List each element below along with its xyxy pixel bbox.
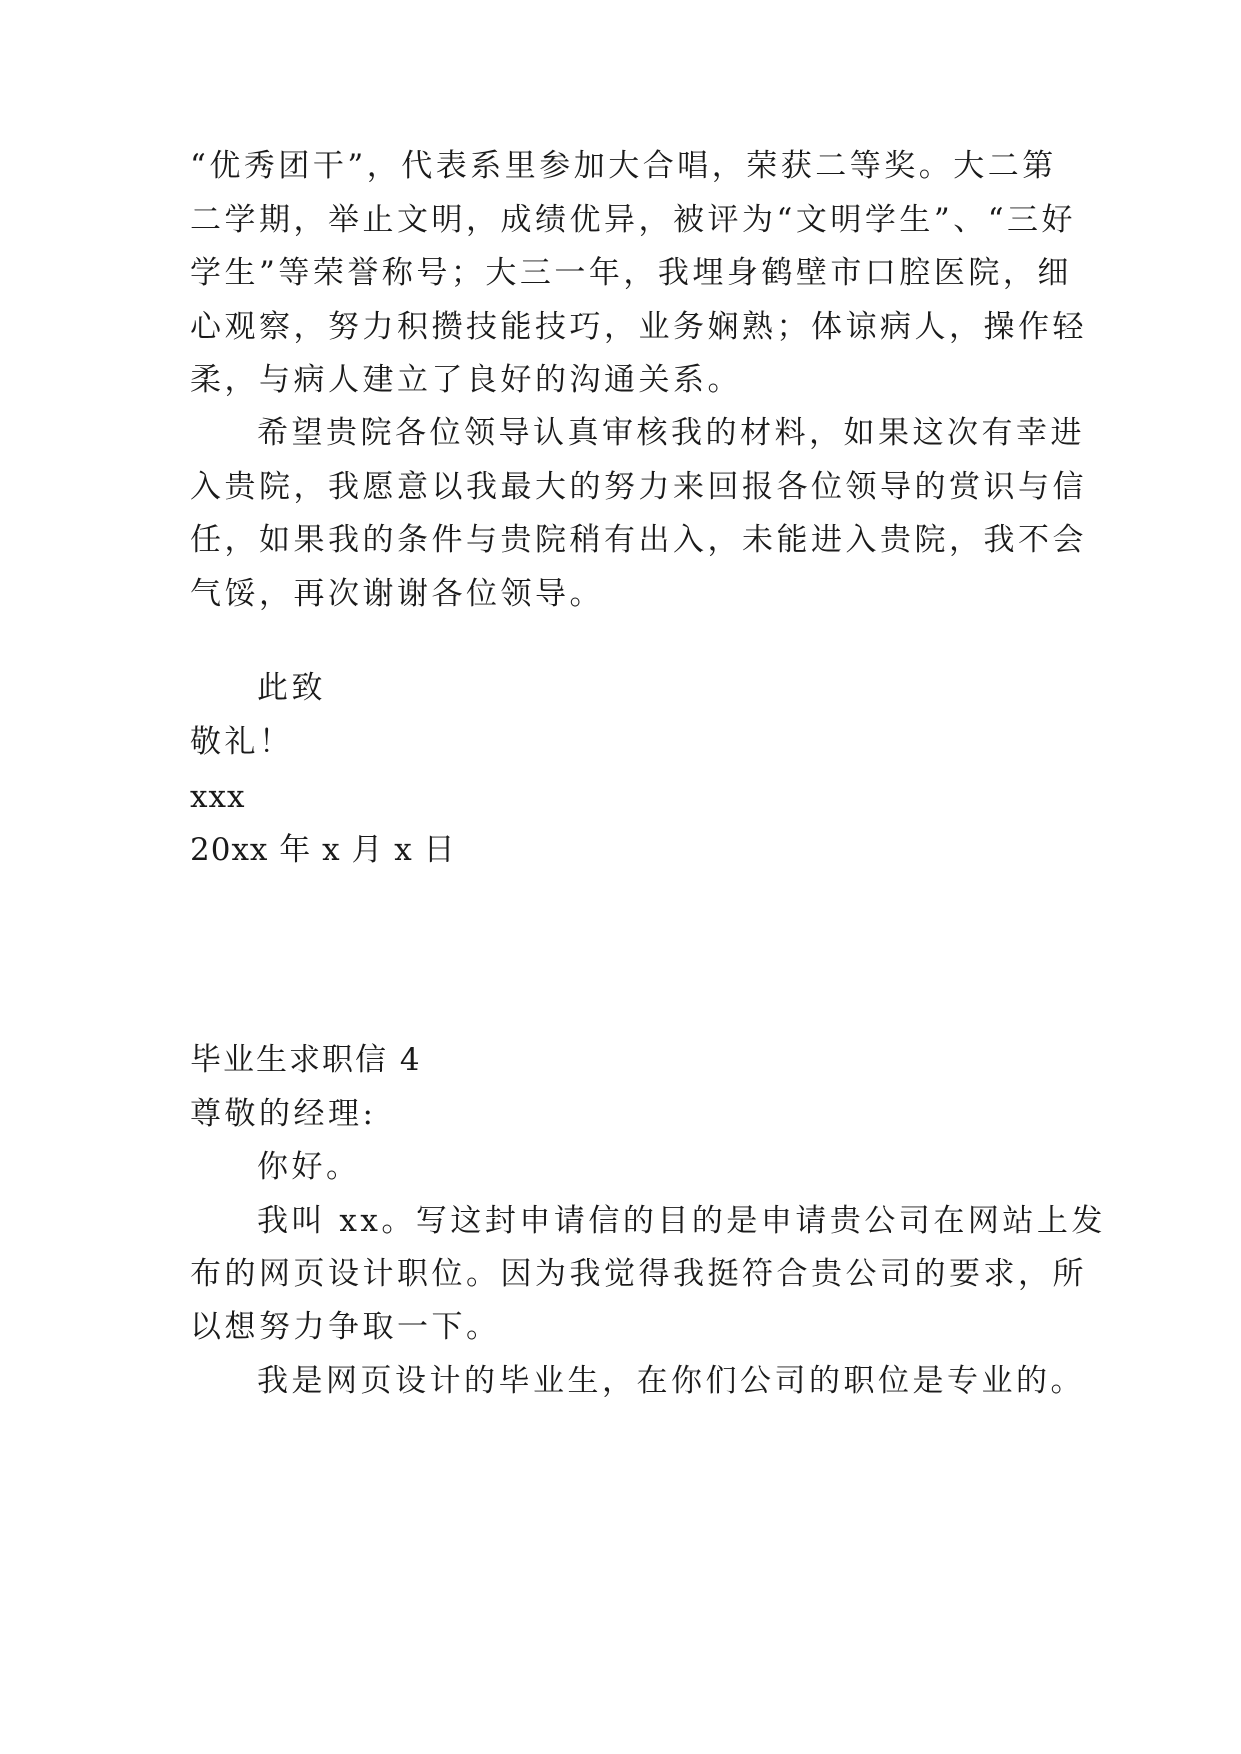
salute-text: 敬礼！ bbox=[190, 724, 294, 760]
paragraph-line: 我叫 xx。写这封申请信的目的是申请贵公司在网站上发 bbox=[257, 1203, 1106, 1239]
signature-text: xxx bbox=[190, 779, 246, 815]
paragraph-line: 希望贵院各位领导认真审核我的材料，如果这次有幸进 bbox=[257, 415, 1085, 451]
paragraph-line: 二学期，举止文明，成绩优异，被评为“文明学生”、“三好 bbox=[190, 202, 1077, 238]
paragraph-line: 我是网页设计的毕业生，在你们公司的职位是专业的。 bbox=[257, 1363, 1085, 1399]
paragraph-line: 布的网页设计职位。因为我觉得我挺符合贵公司的要求，所 bbox=[190, 1256, 1087, 1292]
paragraph-line: “优秀团干”，代表系里参加大合唱，荣获二等奖。大二第 bbox=[190, 148, 1057, 184]
date-text: 20xx 年 x 月 x 日 bbox=[190, 832, 456, 868]
paragraph-line: 以想努力争取一下。 bbox=[190, 1309, 501, 1345]
closing-text: 此致 bbox=[257, 670, 326, 706]
paragraph-line: 任，如果我的条件与贵院稍有出入，未能进入贵院，我不会 bbox=[190, 522, 1087, 558]
paragraph-line: 气馁，再次谢谢各位领导。 bbox=[190, 576, 604, 612]
paragraph-line: 心观察，努力积攒技能技巧，业务娴熟；体谅病人，操作轻 bbox=[190, 309, 1087, 345]
letter-title: 毕业生求职信 4 bbox=[190, 1042, 422, 1078]
greeting-line: 你好。 bbox=[257, 1149, 361, 1185]
paragraph-line: 柔，与病人建立了良好的沟通关系。 bbox=[190, 362, 742, 398]
paragraph-line: 入贵院，我愿意以我最大的努力来回报各位领导的赏识与信 bbox=[190, 469, 1087, 505]
paragraph-line: 学生”等荣誉称号；大三一年，我埋身鹤壁市口腔医院，细 bbox=[190, 255, 1072, 291]
recipient-line: 尊敬的经理: bbox=[190, 1096, 377, 1132]
